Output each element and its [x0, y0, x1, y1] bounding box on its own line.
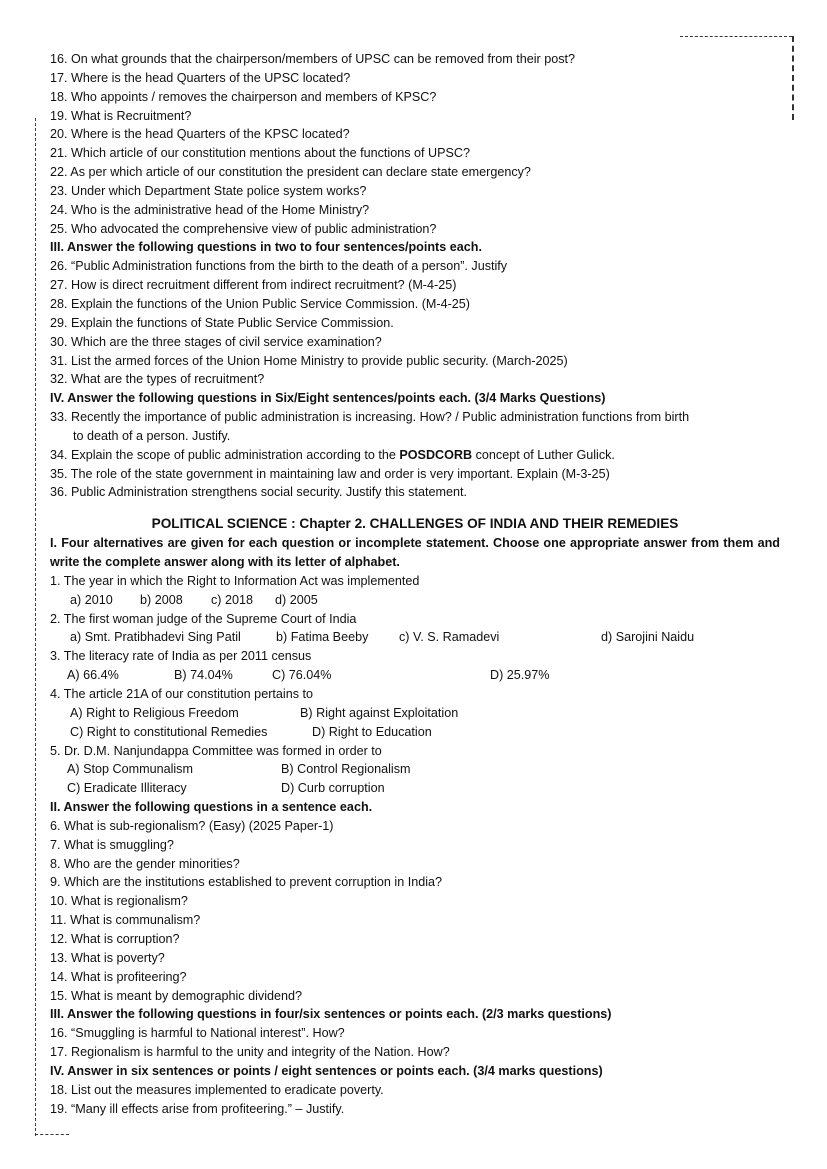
mcq-option: A) Stop Communalism — [67, 762, 193, 777]
page-border-bottom — [35, 1134, 69, 1135]
question-line: 28. Explain the functions of the Union Public Service Commission. (M-4-25) — [50, 296, 470, 311]
question-line: 7. What is smuggling? — [50, 837, 174, 852]
mcq-option: C) Right to constitutional Remedies — [70, 724, 268, 739]
question-line: 36. Public Administration strengthens social security. Justify this statement. — [50, 485, 467, 500]
mcq-option: B) Right against Exploitation — [300, 705, 459, 720]
question-line: 15. What is meant by demographic dividend? — [50, 988, 303, 1003]
mcq-option: a) Smt. Pratibhadevi Sing Patil — [70, 630, 241, 645]
mcq-question: 2. The first woman judge of the Supreme Court of India — [50, 611, 357, 626]
section-heading: II. Answer the following questions in a sentence each. — [50, 800, 373, 815]
mcq-options — [50, 704, 780, 723]
page-border-top — [680, 36, 792, 37]
section-heading: III. Answer the following questions in two to four sentences/points each. — [50, 240, 482, 255]
mcq-options — [50, 666, 780, 685]
mcq-option: b) 2008 — [140, 592, 183, 607]
question-line: 32. What are the types of recruitment? — [50, 372, 265, 387]
question-line: 27. How is direct recruitment different from indirect recruitment? (M-4-25) — [50, 278, 457, 293]
question-line: 30. Which are the three stages of civil service examination? — [50, 334, 382, 349]
question-line: 6. What is sub-regionalism? (Easy) (2025 Paper-1) — [50, 818, 334, 833]
question-line: 26. “Public Administration functions from the birth to the death of a person”. Justify — [50, 259, 508, 274]
question-line: 23. Under which Department State police system works? — [50, 183, 367, 198]
mcq-question: 4. The article 21A of our constitution pertains to — [50, 687, 313, 701]
question-line: 16. On what grounds that the chairperson/members of UPSC can be removed from their post? — [50, 52, 576, 66]
question-line: 33. Recently the importance of public administration is increasing. How? / Public administration functions from birth — [50, 410, 690, 425]
mcq-options — [50, 628, 780, 647]
section-heading: IV. Answer the following questions in Six/Eight sentences/points each. (3/4 Marks Questions) — [50, 391, 606, 406]
page-border-right — [792, 36, 794, 120]
mcq-option: D) 25.97% — [490, 668, 550, 683]
question-line: 11. What is communalism? — [50, 913, 201, 928]
section-heading: III. Answer the following questions in four/six sentences or points each. (2/3 marks questions) — [50, 1007, 612, 1022]
mcq-option: b) Fatima Beeby — [276, 630, 369, 645]
question-line: 19. What is Recruitment? — [50, 108, 192, 123]
mcq-options — [50, 723, 780, 742]
mcq-options — [50, 779, 780, 798]
question-line: 14. What is profiteering? — [50, 969, 187, 984]
mcq-option: c) 2018 — [211, 592, 254, 607]
chapter-title: POLITICAL SCIENCE : Chapter 2. CHALLENGES OF INDIA AND THEIR REMEDIES — [151, 516, 679, 532]
question-line: 19. “Many ill effects arise from profiteering.” – Justify. — [50, 1101, 345, 1116]
question-continuation: to death of a person. Justify. — [73, 428, 231, 443]
question-text: 34. Explain the scope of public administration according to the — [50, 447, 400, 462]
mcq-option: a) 2010 — [70, 592, 113, 607]
document-content — [50, 50, 780, 1118]
question-line: 21. Which article of our constitution mentions about the functions of UPSC? — [50, 146, 471, 161]
mcq-question: 5. Dr. D.M. Nanjundappa Committee was formed in order to — [50, 743, 382, 758]
question-text: concept of Luther Gulick. — [472, 447, 615, 462]
mcq-option: B) Control Regionalism — [281, 762, 411, 777]
mcq-option: C) 76.04% — [272, 668, 332, 683]
question-line: 9. Which are the institutions established to prevent corruption in India? — [50, 875, 443, 890]
mcq-option: A) 66.4% — [67, 668, 119, 683]
section-heading: IV. Answer in six sentences or points / eight sentences or points each. (3/4 marks questions) — [50, 1063, 603, 1078]
question-line: 17. Regionalism is harmful to the unity and integrity of the Nation. How? — [50, 1045, 450, 1060]
question-line: 16. “Smuggling is harmful to National interest”. How? — [50, 1026, 345, 1041]
question-line: 12. What is corruption? — [50, 931, 180, 946]
mcq-option: D) Right to Education — [312, 724, 432, 739]
mcq-question: 1. The year in which the Right to Information Act was implemented — [50, 573, 420, 588]
mcq-options — [50, 591, 780, 610]
mcq-option: A) Right to Religious Freedom — [70, 705, 239, 720]
question-line: 18. List out the measures implemented to eradicate poverty. — [50, 1082, 384, 1097]
question-line: 31. List the armed forces of the Union Home Ministry to provide public security. (March-2025) — [50, 353, 568, 368]
question-line: 20. Where is the head Quarters of the KPSC located? — [50, 127, 350, 142]
posdcorb-term: POSDCORB — [399, 447, 473, 462]
mcq-option: d) Sarojini Naidu — [601, 630, 695, 645]
question-line: 29. Explain the functions of State Public Service Commission. — [50, 315, 394, 330]
question-line: 17. Where is the head Quarters of the UPSC located? — [50, 70, 351, 85]
question-line: 24. Who is the administrative head of the Home Ministry? — [50, 202, 370, 217]
question-line: 35. The role of the state government in maintaining law and order is very important. Explain (M-3-25) — [50, 466, 610, 481]
question-line: 25. Who advocated the comprehensive view of public administration? — [50, 221, 437, 236]
mcq-instruction: I. Four alternatives are given for each question or incomplete statement. Choose one appropriate answer from them and write the complete answer along with its letter of alphabet. — [50, 536, 780, 570]
mcq-option: c) V. S. Ramadevi — [399, 630, 500, 645]
mcq-option: D) Curb corruption — [281, 781, 385, 796]
question-line: 18. Who appoints / removes the chairperson and members of KPSC? — [50, 89, 437, 104]
question-line — [50, 446, 780, 465]
mcq-option: d) 2005 — [275, 592, 318, 607]
question-line: 22. As per which article of our constitution the president can declare state emergency? — [50, 165, 531, 180]
question-line: 10. What is regionalism? — [50, 894, 188, 909]
mcq-options — [50, 760, 780, 779]
mcq-question: 3. The literacy rate of India as per 2011 census — [50, 649, 312, 664]
mcq-option: B) 74.04% — [174, 668, 233, 683]
mcq-option: C) Eradicate Illiteracy — [67, 781, 187, 796]
question-line: 8. Who are the gender minorities? — [50, 856, 240, 871]
page-border-left — [35, 118, 36, 1136]
question-line: 13. What is poverty? — [50, 950, 165, 965]
